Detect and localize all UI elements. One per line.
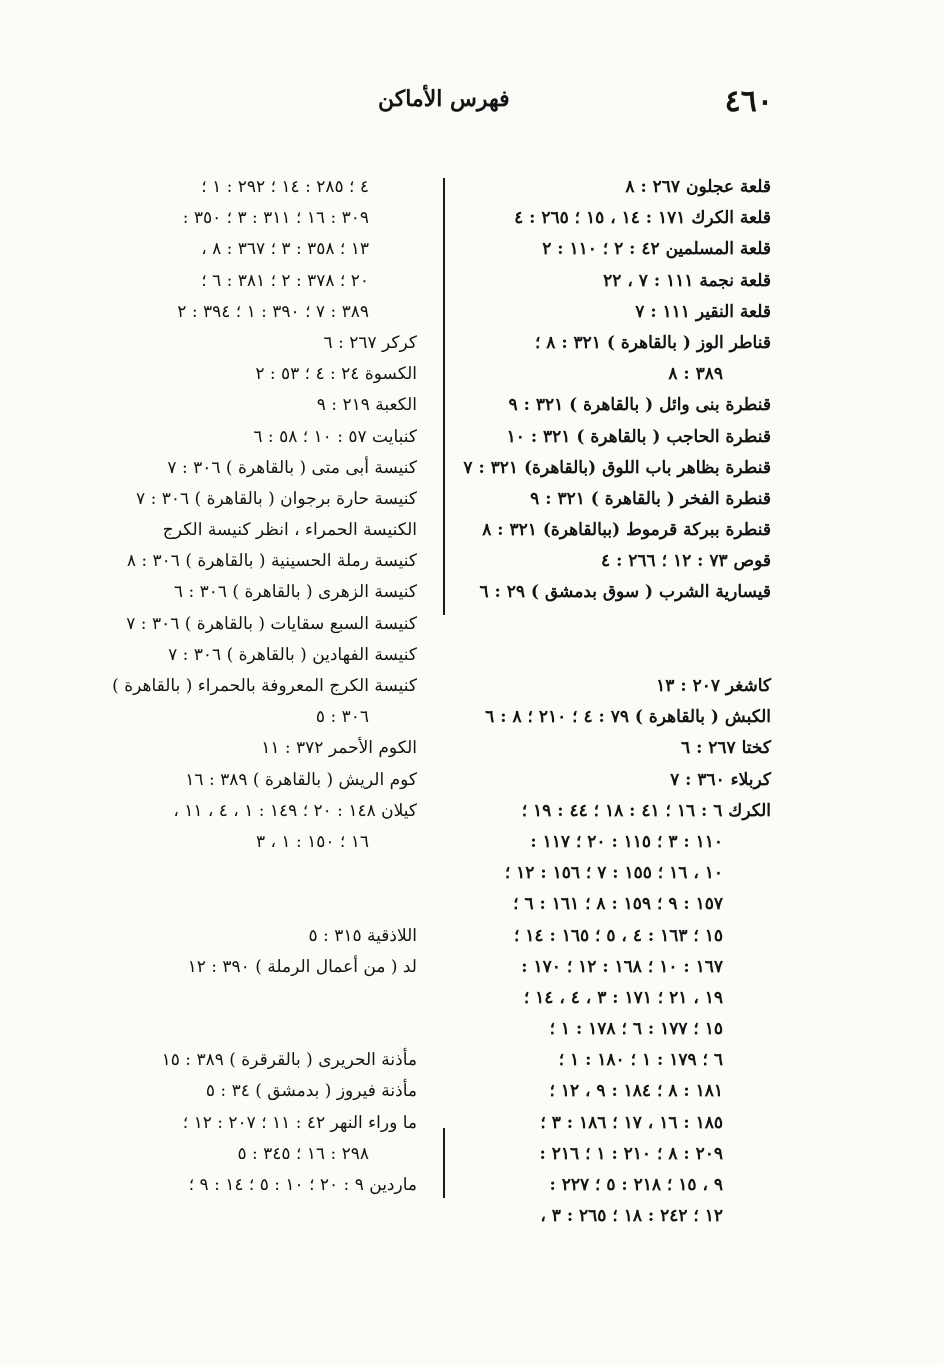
blank-line	[471, 640, 771, 671]
index-entry: كوم الريش ( بالقاهرة ) ٣٨٩ : ١٦	[185, 769, 417, 790]
column-divider	[443, 178, 445, 615]
blank-line	[112, 1014, 417, 1045]
index-entry-continuation: ١١٠ : ٣ ؛ ١١٥ : ٢٠ ؛ ١١٧ :	[530, 831, 723, 852]
index-entry-continuation: ١٩ ، ٢١ ؛ ١٧١ : ٣ ، ٤ ، ١٤ ؛	[523, 987, 723, 1008]
index-entry: كنيسة أبى متى ( بالقاهرة ) ٣٠٦ : ٧	[167, 457, 417, 478]
index-entry: كربلاء ٣٦٠ : ٧	[670, 769, 771, 790]
index-entry: مأذنة فيروز ( بدمشق ) ٣٤ : ٥	[205, 1081, 417, 1102]
index-entry: الكوم الأحمر ٣٧٢ : ١١	[261, 738, 417, 759]
index-entry: قنطرة بنى وائل ( بالقاهرة ) ٣٢١ : ٩	[508, 395, 771, 416]
index-entry: كركر ٢٦٧ : ٦	[323, 332, 417, 353]
column-divider-lower	[443, 1128, 445, 1198]
blank-line	[471, 609, 771, 640]
index-column-right	[463, 172, 771, 1232]
page-title: فهرس الأماكن	[378, 86, 510, 112]
index-entry-continuation: ٤ ؛ ٢٨٥ : ١٤ ؛ ٢٩٢ : ١ ؛	[201, 177, 369, 197]
index-entry-continuation: ١٥ ؛ ١٧٧ : ٦ ؛ ١٧٨ : ١ ؛	[549, 1019, 723, 1040]
index-entry: كنيسة الزهرى ( بالقاهرة ) ٣٠٦ : ٦	[173, 582, 417, 603]
index-column-left	[112, 172, 417, 1201]
index-entry: قوص ٧٣ : ١٢ ؛ ٢٦٦ : ٤	[601, 551, 771, 572]
index-entry: قنطرة ببركة قرموط (ببالقاهرة) ٣٢١ : ٨	[482, 520, 771, 541]
index-entry: كنيسة حارة برجوان ( بالقاهرة ) ٣٠٦ : ٧	[136, 488, 417, 509]
index-entry: قلعة المسلمين ٤٢ : ٢ ؛ ١١٠ : ٢	[542, 239, 771, 260]
index-entry: قنطرة الحاجب ( بالقاهرة ) ٣٢١ : ١٠	[506, 426, 771, 447]
index-entry: الكبش ( بالقاهرة ) ٧٩ : ٤ ؛ ٢١٠ ؛ ٨ : ٦	[485, 707, 771, 728]
index-entry: كنيسة السبع سقايات ( بالقاهرة ) ٣٠٦ : ٧	[126, 613, 417, 634]
index-entry: الكعبة ٢١٩ : ٩	[316, 395, 417, 416]
index-entry-continuation: ١٣ ؛ ٣٥٨ : ٣ ؛ ٣٦٧ : ٨ ،	[201, 239, 369, 260]
blank-line	[112, 889, 417, 920]
index-entry: كاشغر ٢٠٧ : ١٣	[656, 676, 771, 696]
index-entry-continuation: ١٢ ؛ ٢٤٢ : ١٨ ؛ ٢٦٥ : ٣ ،	[540, 1206, 723, 1227]
index-entry-continuation: ٢٠٩ : ٨ ؛ ٢١٠ : ١ ؛ ٢١٦ :	[539, 1143, 723, 1164]
index-entry-continuation: ٢٩٨ : ١٦ ؛ ٣٤٥ : ٥	[237, 1143, 369, 1164]
index-entry-continuation: ٩ ، ١٥ ؛ ٢١٨ : ٥ ؛ ٢٢٧ :	[549, 1175, 723, 1195]
index-entry: قلعة عجلون ٢٦٧ : ٨	[625, 177, 771, 197]
index-entry-continuation: ١٦٧ : ١٠ ؛ ١٦٨ : ١٢ ؛ ١٧٠ :	[521, 956, 723, 977]
index-entry-continuation: ١٥ ؛ ١٦٣ : ٤ ، ٥ ؛ ١٦٥ : ١٤ ؛	[513, 925, 723, 946]
index-entry: كنيسة الكرج المعروفة بالحمراء ( بالقاهرة )	[112, 676, 417, 696]
index-entry: مأذنة الحريرى ( بالقرقرة ) ٣٨٩ : ١٥	[161, 1050, 417, 1071]
index-entry: الكسوة ٢٤ : ٤ ؛ ٥٣ : ٢	[255, 364, 417, 385]
index-entry-continuation: ٢٠ ؛ ٣٧٨ : ٢ ؛ ٣٨١ : ٦ ؛	[201, 270, 369, 291]
index-entry: كختا ٢٦٧ : ٦	[681, 738, 771, 759]
index-entry: ماردين ٩ : ٢٠ ؛ ١٠ : ٥ ؛ ١٤ : ٩ ؛	[188, 1175, 417, 1195]
index-entry: قلعة النقير ١١١ : ٧	[635, 301, 771, 322]
blank-line	[112, 983, 417, 1014]
index-entry-continuation: ٦ ؛ ١٧٩ : ١ ؛ ١٨٠ : ١ ؛	[558, 1050, 723, 1071]
index-entry: قنطرة بظاهر باب اللوق (بالقاهرة) ٣٢١ : ٧	[463, 457, 771, 478]
index-entry: كنيسة رملة الحسينية ( بالقاهرة ) ٣٠٦ : ٨	[126, 551, 417, 572]
index-entry-continuation: ٣٠٦ : ٥	[315, 707, 369, 728]
index-entry-continuation: ١٨١ : ٨ ؛ ١٨٤ : ٩ ، ١٢ ؛	[549, 1081, 723, 1102]
index-entry: اللاذقية ٣١٥ : ٥	[308, 925, 417, 946]
index-entry: قنطرة الفخر ( بالقاهرة ) ٣٢١ : ٩	[530, 488, 771, 509]
index-entry-continuation: ٣٨٩ : ٨	[668, 364, 723, 385]
index-entry-continuation: ١٨٥ : ١٦ ، ١٧ ؛ ١٨٦ : ٣ ؛	[540, 1112, 723, 1133]
index-entry: كنيسة الفهادين ( بالقاهرة ) ٣٠٦ : ٧	[168, 644, 417, 665]
index-entry: الكرك ٦ : ١٦ ؛ ٤١ : ١٨ ؛ ٤٤ : ١٩ ؛	[521, 800, 771, 821]
index-entry: لد ( من أعمال الرملة ) ٣٩٠ : ١٢	[187, 956, 417, 977]
index-entry-continuation: ٣٠٩ : ١٦ ؛ ٣١١ : ٣ ؛ ٣٥٠ :	[182, 208, 369, 229]
index-entry-continuation: ١٦ ؛ ١٥٠ : ١ ، ٣	[255, 831, 369, 852]
blank-line	[112, 858, 417, 889]
index-entry-continuation: ١٠ ، ١٦ ؛ ١٥٥ : ٧ ؛ ١٥٦ : ١٢ ؛	[504, 863, 723, 884]
page-number: ٤٦٠	[724, 84, 773, 119]
index-entry: قلعة نجمة ١١١ : ٧ ، ٢٢	[603, 270, 771, 291]
index-entry-continuation: ٣٨٩ : ٧ ؛ ٣٩٠ : ١ ؛ ٣٩٤ : ٢	[177, 301, 369, 322]
index-entry: ما وراء النهر ٤٢ : ١١ ؛ ٢٠٧ : ١٢ ؛	[182, 1112, 417, 1133]
index-entry: الكنيسة الحمراء ، انظر كنيسة الكرج	[162, 520, 417, 541]
index-entry: قناطر الوز ( بالقاهرة ) ٣٢١ : ٨ ؛	[534, 332, 771, 353]
index-entry: كنبايت ٥٧ : ١٠ ؛ ٥٨ : ٦	[253, 426, 417, 447]
index-entry: كيلان ١٤٨ : ٢٠ ؛ ١٤٩ : ١ ، ٤ ، ١١ ،	[173, 800, 417, 821]
index-entry: قيسارية الشرب ( سوق بدمشق ) ٢٩ : ٦	[479, 582, 771, 603]
index-entry-continuation: ١٥٧ : ٩ ؛ ١٥٩ : ٨ ؛ ١٦١ : ٦ ؛	[513, 894, 723, 915]
index-entry: قلعة الكرك ١٧١ : ١٤ ، ١٥ ؛ ٢٦٥ : ٤	[514, 208, 771, 229]
